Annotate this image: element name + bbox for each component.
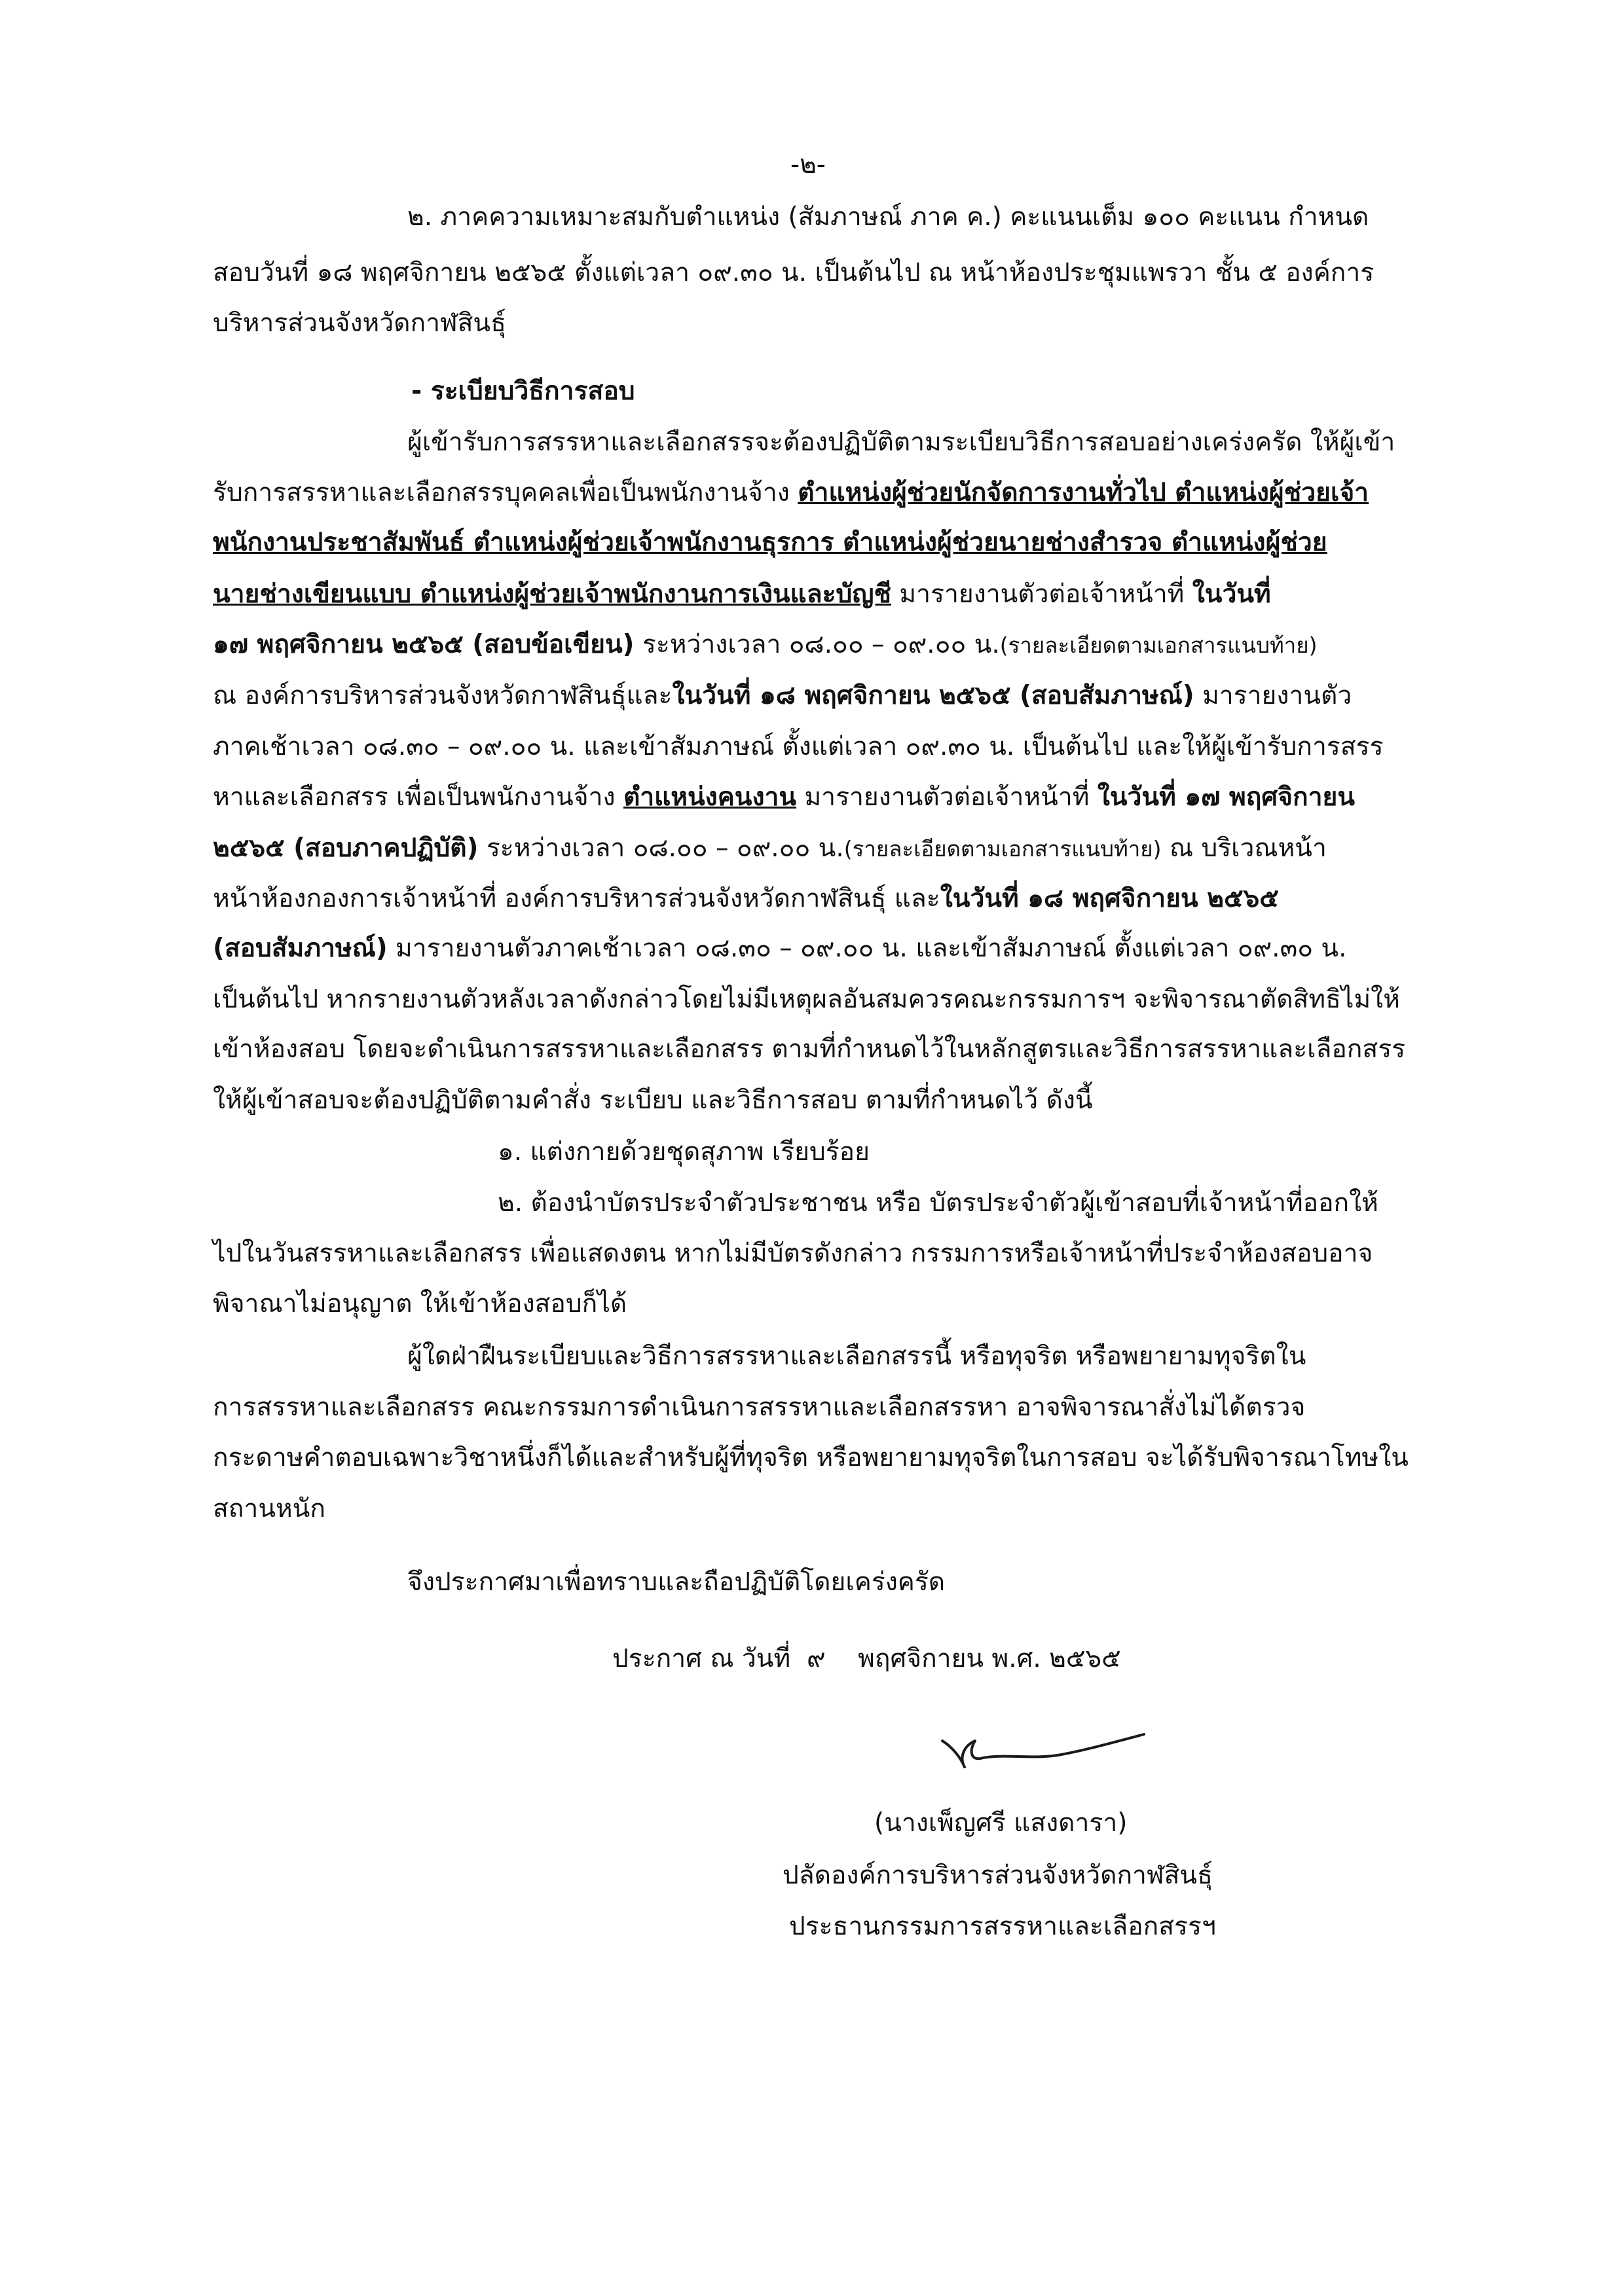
para2-line3: กระดาษคำตอบเฉพาะวิชาหนึ่งก็ได้และสำหรับผู้ที่ทุจริต หรือพยายามทุจริตในการสอบ จะได้รับพิจารณาโทษใน	[213, 1443, 1409, 1472]
signatory-name: (นางเพ็ญศรี แสงดารา)	[874, 1808, 1128, 1838]
para1-line14: ให้ผู้เข้าสอบจะต้องปฏิบัติตามคำสั่ง ระเบียบ และวิธีการสอบ ตามที่กำหนดไว้ ดังนี้	[213, 1085, 1093, 1115]
para1-line4: นายช่างเขียนแบบ ตำแหน่งผู้ช่วยเจ้าพนักงานการเงินและบัญชี มารายงานตัวต่อเจ้าหน้าที่ ในวันที่	[213, 579, 1271, 609]
list-item-1: ๑. แต่งกายด้วยชุดสุภาพ เรียบร้อย	[498, 1137, 870, 1167]
para1-line5: ๑๗ พฤศจิกายน ๒๕๖๕ (สอบข้อเขียน) ระหว่างเวลา ๐๘.๐๐ – ๐๙.๐๐ น.(รายละเอียดตามเอกสารแนบท้าย)	[213, 630, 1318, 659]
para1-line10: หน้าห้องกองการเจ้าหน้าที่ องค์การบริหารส่วนจังหวัดกาฬสินธุ์ และในวันที่ ๑๘ พฤศจิกายน ๒๕๖๕	[213, 884, 1279, 913]
para2-line2: การสรรหาและเลือกสรร คณะกรรมการดำเนินการสรรหาและเลือกสรรหา อาจพิจารณาสั่งไม่ได้ตรวจ	[213, 1393, 1306, 1422]
para1-line9: ๒๕๖๕ (สอบภาคปฏิบัติ) ระหว่างเวลา ๐๘.๐๐ – ๐๙.๐๐ น.(รายละเอียดตามเอกสารแนบท้าย) ณ บริเวณหน้า	[213, 833, 1327, 863]
list-item-2-line3: พิจาณาไม่อนุญาต ให้เข้าห้องสอบก็ได้	[213, 1289, 627, 1319]
written-exam-date: ๑๗ พฤศจิกายน ๒๕๖๕ (สอบข้อเขียน)	[213, 630, 635, 659]
attachment-note: (รายละเอียดตามเอกสารแนบท้าย)	[999, 632, 1318, 658]
position-worker: ตำแหน่งคนงาน	[623, 782, 797, 812]
para1-line1: ผู้เข้ารับการสรรหาและเลือกสรรจะต้องปฏิบัติตามระเบียบวิธีการสอบอย่างเคร่งครัด ให้ผู้เข้า	[407, 428, 1395, 457]
rules-heading: - ระเบียบวิธีการสอบ	[411, 376, 635, 406]
section2-line2: สอบวันที่ ๑๘ พฤศจิกายน ๒๕๖๕ ตั้งแต่เวลา ๐๙.๓๐ น. เป็นต้นไป ณ หน้าห้องประชุมแพรวา ชั้น ๕ องค์การ	[213, 258, 1375, 287]
para2-line4: สถานหนัก	[213, 1494, 325, 1523]
announcement-date: ประกาศ ณ วันที่ ๙ พฤศจิกายน พ.ศ. ๒๕๖๕	[612, 1644, 1121, 1673]
position-list-end: นายช่างเขียนแบบ ตำแหน่งผู้ช่วยเจ้าพนักงานการเงินและบัญชี	[213, 579, 891, 609]
signature-mark	[933, 1725, 1149, 1777]
page-number: -๒-	[790, 150, 826, 179]
announcement-day: ๙	[806, 1644, 826, 1673]
section2-line3: บริหารส่วนจังหวัดกาฬสินธุ์	[213, 308, 506, 338]
para1-line12: เป็นต้นไป หากรายงานตัวหลังเวลาดังกล่าวโดยไม่มีเหตุผลอันสมควรคณะกรรมการฯ จะพิจารณาตัดสิทธิไม่ให้	[213, 985, 1400, 1014]
list-item-2-line1: ๒. ต้องนำบัตรประจำตัวประชาชน หรือ บัตรประจำตัวผู้เข้าสอบที่เจ้าหน้าที่ออกให้	[498, 1188, 1378, 1218]
para1-line7: ภาคเช้าเวลา ๐๘.๓๐ – ๐๙.๐๐ น. และเข้าสัมภาษณ์ ตั้งแต่เวลา ๐๙.๓๐ น. เป็นต้นไป และให้ผู้เข้ารับการสรร	[213, 732, 1384, 761]
para1-line8: หาและเลือกสรร เพื่อเป็นพนักงานจ้าง ตำแหน่งคนงาน มารายงานตัวต่อเจ้าหน้าที่ ในวันที่ ๑๗ พฤศจิกายน	[213, 782, 1355, 812]
para2-line1: ผู้ใดฝ่าฝืนระเบียบและวิธีการสรรหาและเลือกสรรนี้ หรือทุจริต หรือพยายามทุจริตใน	[407, 1341, 1306, 1371]
list-item-2-line2: ไปในวันสรรหาและเลือกสรร เพื่อแสดงตน หากไม่มีบัตรดังกล่าว กรรมการหรือเจ้าหน้าที่ประจำห้องสอบอาจ	[213, 1239, 1373, 1268]
para1-line11: (สอบสัมภาษณ์) มารายงานตัวภาคเช้าเวลา ๐๘.๓๐ – ๐๙.๐๐ น. และเข้าสัมภาษณ์ ตั้งแต่เวลา ๐๙.๓๐ น.	[213, 934, 1347, 963]
closing-line: จึงประกาศมาเพื่อทราบและถือปฏิบัติโดยเคร่งครัด	[407, 1567, 946, 1597]
para1-line13: เข้าห้องสอบ โดยจะดำเนินการสรรหาและเลือกสรร ตามที่กำหนดไว้ในหลักสูตรและวิธีการสรรหาและเลือกสรร	[213, 1034, 1406, 1064]
interview-date: ในวันที่ ๑๘ พฤศจิกายน ๒๕๖๕ (สอบสัมภาษณ์)	[672, 681, 1194, 710]
para1-line6: ณ องค์การบริหารส่วนจังหวัดกาฬสินธุ์และในวันที่ ๑๘ พฤศจิกายน ๒๕๖๕ (สอบสัมภาษณ์) มารายงานตัว	[213, 681, 1352, 710]
committee-title: ประธานกรรมการสรรหาและเลือกสรรฯ	[789, 1912, 1216, 1941]
practical-exam-date: ๒๕๖๕ (สอบภาคปฏิบัติ)	[213, 833, 479, 863]
para1-line3: พนักงานประชาสัมพันธ์ ตำแหน่งผู้ช่วยเจ้าพนักงานธุรการ ตำแหน่งผู้ช่วยนายช่างสำรวจ ตำแหน่งผู้ช่วย	[213, 528, 1327, 557]
signatory-title: ปลัดองค์การบริหารส่วนจังหวัดกาฬสินธุ์	[783, 1861, 1213, 1890]
section2-line1: ๒. ภาคความเหมาะสมกับตำแหน่ง (สัมภาษณ์ ภาค ค.) คะแนนเต็ม ๑๐๐ คะแนน กำหนด	[407, 202, 1369, 232]
para1-line2: รับการสรรหาและเลือกสรรบุคคลเพื่อเป็นพนักงานจ้าง ตำแหน่งผู้ช่วยนักจัดการงานทั่วไป ตำแหน่งผู้ช่วยเจ้า	[213, 478, 1369, 507]
position-list-start: ตำแหน่งผู้ช่วยนักจัดการงานทั่วไป ตำแหน่งผู้ช่วยเจ้า	[798, 478, 1369, 507]
